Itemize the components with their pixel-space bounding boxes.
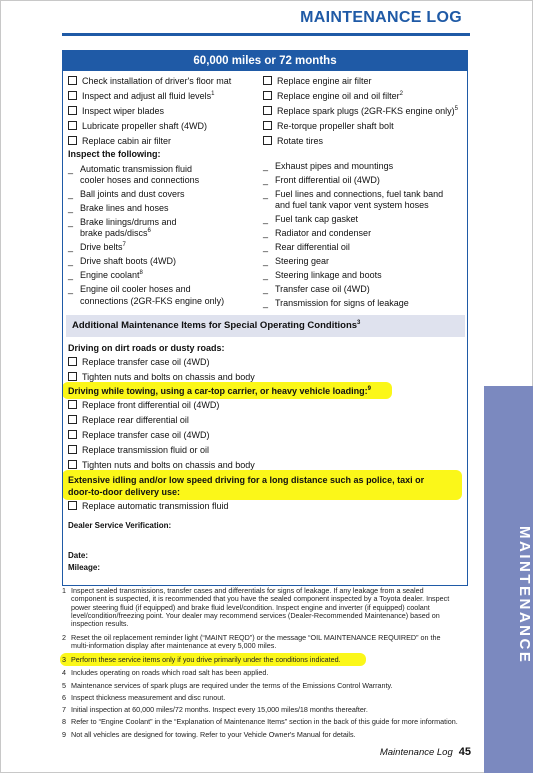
check-item[interactable]: Replace transfer case oil (4WD) — [68, 430, 210, 441]
checkbox[interactable] — [68, 501, 77, 510]
inspect-item: _ Drive shaft boots (4WD) — [68, 256, 177, 266]
page-title: MAINTENANCE LOG — [300, 9, 462, 26]
checkbox[interactable] — [68, 445, 77, 454]
title-rule — [62, 33, 470, 36]
checkbox[interactable] — [68, 76, 77, 85]
checkbox[interactable] — [263, 106, 272, 115]
footer-label: Maintenance Log — [379, 747, 453, 758]
checkbox[interactable] — [68, 460, 77, 469]
checkbox[interactable] — [68, 106, 77, 115]
footnote-number: 1 — [62, 586, 66, 595]
inspect-item: _ Drive belts$^7$ — [68, 242, 126, 252]
inspect-item: _ Radiator and condenser — [263, 228, 372, 238]
page-number: 45 — [458, 746, 471, 758]
side-tab-label: MAINTENANCE — [516, 526, 533, 665]
inspect-item: _ Engine coolant$^8$ — [68, 270, 143, 280]
page-footer — [380, 746, 471, 758]
idling-heading-line-1: Extensive idling and/or low speed driving for a long distance such as police, taxi or — [68, 475, 425, 485]
footnote — [62, 706, 474, 714]
inspect-item: _ Steering gear — [263, 256, 330, 266]
checkbox[interactable] — [68, 430, 77, 439]
inspect-item: _ Steering linkage and boots — [263, 270, 382, 280]
footnote-line: Maintenance services of spark plugs are required under the terms of the Emissions Control Warranty. — [71, 681, 393, 690]
checkbox[interactable] — [68, 400, 77, 409]
checkbox[interactable] — [263, 76, 272, 85]
inspect-item: and fuel tank vapor vent system hoses — [275, 200, 429, 210]
inspect-heading: Inspect the following: — [68, 149, 161, 159]
check-item[interactable]: Replace spark plugs (2GR-FKS engine only)$^5$ — [263, 106, 458, 117]
mileage-label: Mileage: — [68, 563, 101, 572]
inspect-item: connections (2GR-FKS engine only) — [80, 296, 225, 306]
checkbox[interactable] — [68, 121, 77, 130]
check-item[interactable]: Replace transmission fluid or oil — [68, 445, 209, 456]
towing-heading: Driving while towing, using a car-top carrier, or heavy vehicle loading:$^9$ — [68, 386, 371, 396]
inspect-item: _ Ball joints and dust covers — [68, 189, 185, 199]
additional-items-banner: Additional Maintenance Items for Special Operating Conditions$^3$ — [66, 315, 465, 337]
footnote-line: Includes operating on roads which road salt has been applied. — [71, 668, 269, 677]
footnote-line: component is suspected, it is recommended that you have the sealed component inspected by a Toyota dealer. Inspect — [71, 594, 450, 604]
inspect-item: _ Engine oil cooler hoses and — [68, 284, 191, 294]
footnote-line: Initial inspection at 60,000 miles/72 months. Inspect every 15,000 miles/18 months thereafter. — [71, 705, 368, 714]
checkbox[interactable] — [68, 415, 77, 424]
inspect-item: _ Transfer case oil (4WD) — [263, 284, 370, 294]
dirt-roads-heading: Driving on dirt roads or dusty roads: — [68, 343, 225, 353]
footnote-line: power steering fluid (if equipped) and brake fluid level/condition. Inspect engine and inverter (if equipped) coolant — [71, 602, 430, 612]
checkbox[interactable] — [263, 136, 272, 145]
inspect-item: _ Transmission for signs of leakage — [263, 298, 409, 308]
footnote — [62, 669, 474, 677]
checkbox[interactable] — [68, 91, 77, 100]
idling-heading-line-2: door-to-door delivery use: — [68, 487, 181, 497]
checkbox[interactable] — [263, 91, 272, 100]
check-item[interactable]: Rotate tires — [263, 136, 323, 147]
check-item[interactable]: Lubricate propeller shaft (4WD) — [68, 121, 207, 132]
footnote-line: multi-information display after maintenance at every 5,000 miles. — [71, 641, 277, 651]
check-item[interactable]: Inspect and adjust all fluid levels$^1$ — [68, 91, 214, 102]
footnote-number: 8 — [62, 717, 66, 726]
check-item[interactable]: Re-torque propeller shaft bolt — [263, 121, 394, 132]
check-item[interactable]: Replace engine oil and oil filter$^2$ — [263, 91, 403, 102]
footnote — [62, 731, 474, 739]
checkbox[interactable] — [68, 136, 77, 145]
inspect-item: _ Fuel lines and connections, fuel tank band — [263, 189, 444, 199]
footnote-line: Not all vehicles are designed for towing. Refer to your Vehicle Owner's Manual for details. — [71, 730, 356, 739]
inspect-item: _ Fuel tank cap gasket — [263, 214, 359, 224]
check-item[interactable]: Tighten nuts and bolts on chassis and body — [68, 372, 255, 383]
check-item[interactable]: Replace engine air filter — [263, 76, 372, 87]
dealer-verification-label: Dealer Service Verification: — [68, 521, 172, 530]
footnote — [62, 682, 474, 690]
footnote — [62, 656, 474, 664]
check-item[interactable]: Tighten nuts and bolts on chassis and body — [68, 460, 255, 471]
check-item[interactable]: Replace cabin air filter — [68, 136, 171, 147]
footnote — [62, 634, 474, 651]
check-item[interactable]: Replace rear differential oil — [68, 415, 189, 426]
inspect-item: brake pads/discs$^6$ — [80, 228, 151, 238]
footnote — [62, 718, 474, 726]
check-item[interactable]: Replace automatic transmission fluid — [68, 501, 229, 512]
inspect-item: _ Rear differential oil — [263, 242, 350, 252]
footnote-number: 2 — [62, 633, 66, 642]
check-item[interactable]: Inspect wiper blades — [68, 106, 164, 117]
check-item[interactable]: Replace front differential oil (4WD) — [68, 400, 219, 411]
date-label: Date: — [68, 551, 89, 560]
footnote-line: Perform these service items only if you drive primarily under the conditions indicated. — [71, 655, 341, 664]
footnote-number: 3 — [62, 655, 66, 664]
inspect-item: _ Brake linings/drums and — [68, 217, 177, 227]
footnote-line: Inspect sealed transmissions, transfer cases and differentials for signs of leakage. If any leakage from a sealed — [71, 586, 424, 595]
inspect-item: cooler hoses and connections — [80, 175, 200, 185]
footnote-number: 4 — [62, 668, 66, 677]
inspect-item: _ Exhaust pipes and mountings — [263, 161, 394, 171]
footnote-line: Refer to “Engine Coolant” in the “Explanation of Maintenance Items” section in the back of this guide for more information. — [71, 717, 458, 726]
footnote-number: 5 — [62, 681, 66, 690]
footnote-number: 9 — [62, 730, 66, 739]
check-item[interactable]: Check installation of driver's floor mat — [68, 76, 231, 87]
footnote-line: Inspect thickness measurement and disc runout. — [71, 693, 226, 702]
footnote-number: 6 — [62, 693, 66, 702]
footnote-line: inspection results. — [71, 619, 129, 629]
footnote-number: 7 — [62, 705, 66, 714]
footnote — [62, 694, 474, 702]
checkbox[interactable] — [263, 121, 272, 130]
inspect-item: _ Front differential oil (4WD) — [263, 175, 380, 185]
checkbox[interactable] — [68, 372, 77, 381]
checkbox[interactable] — [68, 357, 77, 366]
check-item[interactable]: Replace transfer case oil (4WD) — [68, 357, 210, 368]
inspect-item: _ Brake lines and hoses — [68, 203, 169, 213]
inspect-item: _ Automatic transmission fluid — [68, 164, 193, 174]
interval-header: 60,000 miles or 72 months — [63, 51, 467, 71]
footnote-line: level/condition/freezing point. Your dealer may recommend services (Dealer-Recommended Maintenance) based on — [71, 610, 440, 620]
section-side-tab — [484, 386, 533, 773]
maintenance-table — [62, 50, 468, 586]
footnote-line: Reset the oil replacement reminder light (“MAINT REQD”) or the message “OIL MAINTENANCE REQUIRED” on the — [71, 633, 441, 642]
footnote — [62, 587, 474, 628]
